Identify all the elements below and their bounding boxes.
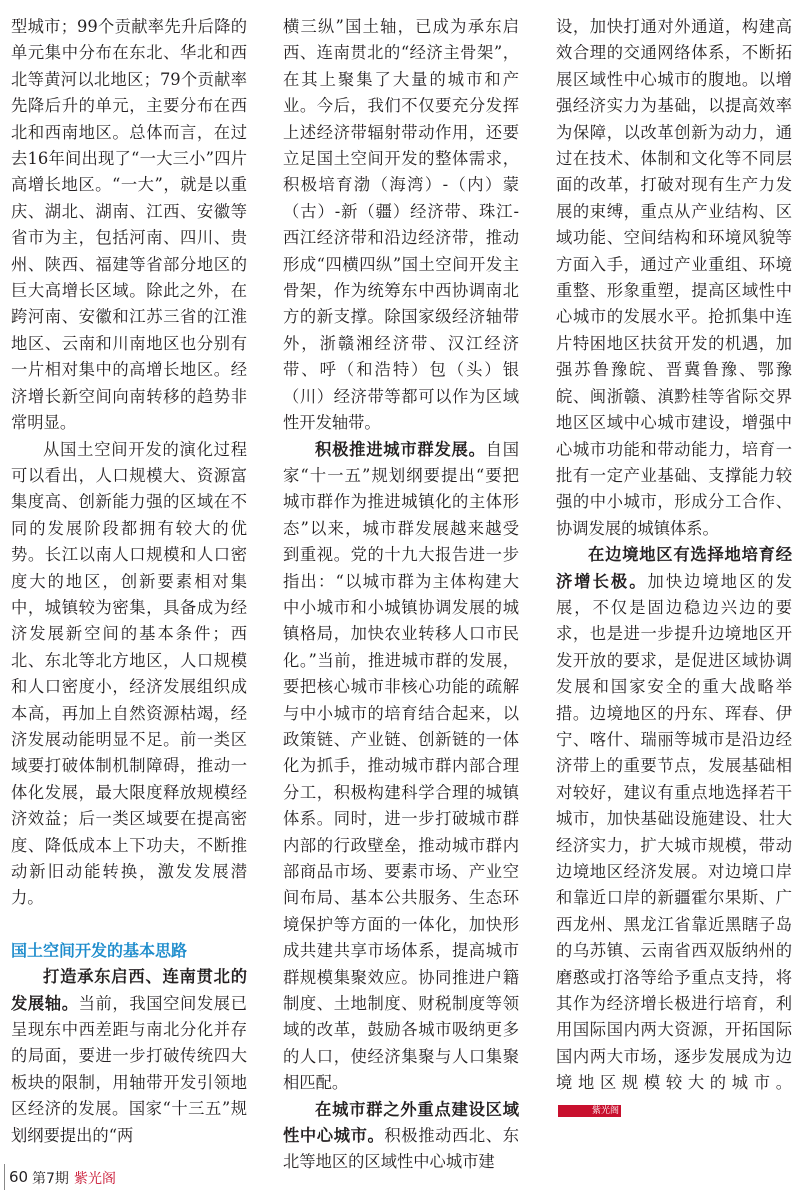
section-heading: 国土空间开发的基本思路 bbox=[11, 940, 188, 960]
paragraph: 型城市；99个贡献率先升后降的单元集中分布在东北、华北和西北等黄河以北地区；79个贡献率先降后升的单元，主要分布在西北和西南地区。总体而言，在过去16年间出现了“一大三小”四片高增长地区。“一大”，就是以重庆、湖北、湖南、江西、安徽等省市为主，包括河南、四川、贵州、陕西、福建等省部分地区的巨大高增长区域。除此之外，在跨河南、安徽和江苏三省的江淮地区、云南和川南地区也分别有一片相对集中的高增长地区。经济增长新空间向南转移的趋势非常明显。 bbox=[11, 17, 247, 433]
paragraph-text: 当前，我国空间发展已呈现东中西差距与南北分化并存的局面，要进一步打破传统四大板块的限制，用轴带开发引领地区经济的发展。国家“十三五”规划纲要提出的“两 bbox=[11, 993, 247, 1145]
paragraph-text: 积极推动西北、东北等地区的区域性中心城市建 bbox=[283, 1126, 519, 1172]
paragraph bbox=[556, 542, 792, 1123]
paragraph-lead: 在城市群之外重点建设区域性中心城市。 bbox=[283, 1099, 519, 1146]
paragraph bbox=[11, 964, 247, 1149]
paragraph-lead: 积极推进城市群发展。 bbox=[315, 439, 486, 459]
paragraph: 从国土空间开发的演化过程可以看出，人口规模大、资源富集度高、创新能力强的区域在不同的发展阶段都拥有较大的优势。长江以南人口规模和人口密度大的地区，创新要素相对集中，城镇较为密集，具备成为经济发展新空间的基本条件；西北、东北等北方地区，人口规模和人口密度小，经济发展组织成本高，再加上自然资源枯竭，经济发展动能明显不足。前一类区域要打破体制机制障碍，推动一体化发展，最大限度释放规模经济效益；后一类区域要在提高密度、降低成本上下功夫，不断推动新旧动能转换，激发发展潜力。 bbox=[11, 439, 247, 908]
paragraph-text: 自国家“十一五”规划纲要提出“要把城市群作为推进城镇化的主体形态”以来，城市群发展越来越受到重视。党的十九大报告进一步指出：“以城市群为主体构建大中小城市和小城镇协调发展的城镇格局，加快农业转移人口市民化。”当前，推进城市群的发展，要把核心城市非核心功能的疏解与中小城市的培育结合起来，以政策链、产业链、创新链的一体化为抓手，推动城市群内部合理分工，积极构建科学合理的城镇体系。同时，进一步打破城市群内部的行政壁垒，推动城市群内部商品市场、要素市场、产业空间布局、基本公共服务、生态环境保护等方面的一体化，加快形成共建共享市场体系，提高城市群规模集聚效应。协同推进户籍制度、土地制度、财税制度等领域的改革，鼓励各城市吸纳更多的人口，使经济集聚与人口集聚相匹配。 bbox=[283, 439, 519, 1093]
paragraph-text: 加快边境地区的发展，不仅是固边稳边兴边的要求，也是进一步提升边境地区开发开放的要求，是促进区域协调发展和国家安全的重大战略举措。边境地区的丹东、珲春、伊宁、喀什、瑞丽等城市是沿边经济带上的重要节点，发展基础相对较好，建议有重点地选择若干城市，加快基础设施建设、壮大经济实力，扩大城市规模，带动边境地区经济发展。对边境口岸和靠近口岸的新疆霍尔果斯、广西龙州、黑龙江省靠近黑瞎子岛的乌苏镇、云南省西双版纳州的磨憨或打洛等给予重点支持，将其作为经济增长极进行培育，利用国际国内两大资源，开拓国际国内两大市场，逐步发展成为边境地区规模较大的城市。 bbox=[556, 571, 792, 1093]
article-column-2 bbox=[283, 14, 519, 1176]
paragraph-text: 以增强经济实力为基础，以提高效率为保障，以改革创新为动力，通过在技术、体制和文化等不同层面的改革，打破对现有生产力发展的束缚，重点从产业结构、区域功能、空间结构和环境风貌等方面入手，通过产业重组、环境重整、形象重塑，提高区域性中心城市的发展水平。 bbox=[556, 69, 792, 327]
paragraph bbox=[283, 437, 519, 1097]
footer-divider bbox=[4, 1164, 5, 1190]
article-column-1 bbox=[11, 14, 247, 1149]
paragraph-text: 设，加快打通对外通道，构建高效合理的交通网络体系，不断拓展区域性中心城市的腹地。 bbox=[556, 17, 792, 89]
page-number: 60 bbox=[9, 1168, 29, 1186]
paragraph-text: 抢抓集中连片特困地区扶贫开发的机遇，加强苏鲁豫皖、晋冀鲁豫、鄂豫皖、闽浙赣、滇黔桂等省际交界地区区域中心城市建设，增强中心城市功能和带动能力，培育一批有一定产业基础、支撑能力较强的中小城市，形成分工合作、协调发展的城镇体系。 bbox=[556, 307, 792, 538]
issue-label: 第7期 bbox=[32, 1171, 69, 1187]
paragraph bbox=[556, 14, 792, 542]
paragraph-lead: 在边境地区有选择地培育经济增长极。 bbox=[556, 545, 792, 591]
paragraph-lead: 打造承东启西、连南贯北的发展轴。 bbox=[11, 967, 247, 1013]
page-footer bbox=[0, 1160, 806, 1190]
paragraph: 横三纵”国土轴，已成为承东启西、连南贯北的“经济主骨架”，在其上聚集了大量的城市和产业。今后，我们不仅要充分发挥上述经济带辐射带动作用，还要立足国土空间开发的整体需求，积极培育渤（海湾）-（内）蒙（古）-新（疆）经济带、珠江-西江经济带和沿边经济带，推动形成“四横四纵”国土空间开发主骨架，作为统筹东中西协调南北方的新支撑。除国家级经济轴带外，浙赣湘经济带、汉江经济带、呼（和浩特）包（头）银（川）经济带等都可以作为区域性开发轴带。 bbox=[283, 17, 519, 433]
article-column-3 bbox=[556, 14, 792, 1123]
end-mark-logo: 紫光阁 bbox=[558, 1105, 621, 1117]
magazine-name: 紫光阁 bbox=[74, 1171, 116, 1187]
